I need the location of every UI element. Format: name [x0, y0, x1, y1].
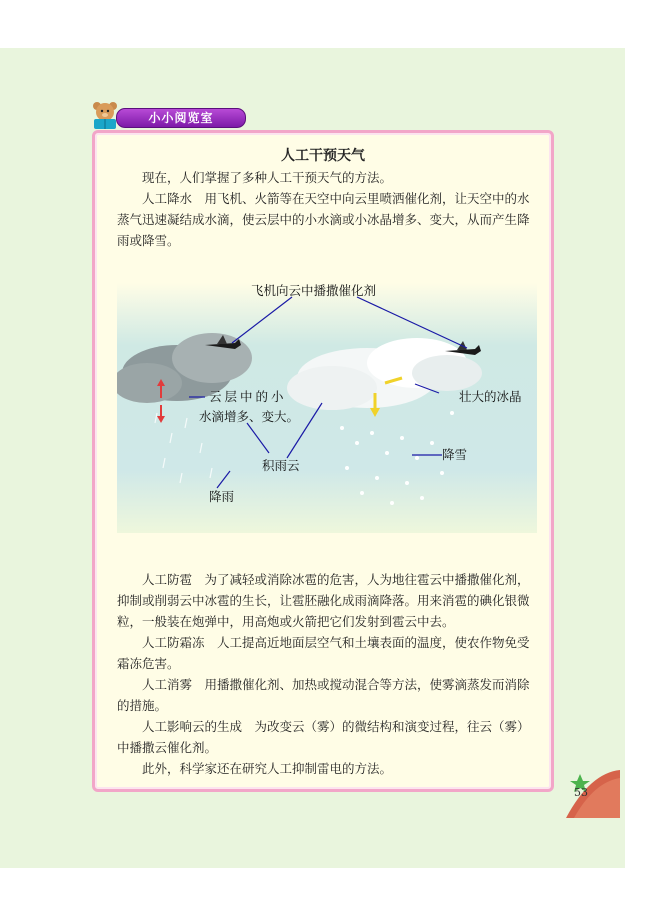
label-plane: 飞机向云中播撒催化剂	[251, 283, 377, 298]
fog-paragraph: 人工消雾 用播撒催化剂、加热或搅动混合等方法，使雾滴蒸发而消除的措施。	[117, 677, 530, 713]
section-label: 小小阅览室	[116, 108, 246, 128]
label-rain: 降雨	[209, 489, 235, 504]
label-snow: 降雪	[442, 447, 468, 462]
label-droplets-line2: 水滴增多、变大。	[199, 409, 300, 424]
weather-illustration	[117, 283, 537, 533]
page-number: 53	[574, 786, 588, 799]
closing-paragraph: 此外，科学家还在研究人工抑制雷电的方法。	[142, 761, 393, 776]
hail-paragraph: 人工防雹 为了减轻或消除冰雹的危害，人为地往雹云中播撒催化剂，抑制或削弱云中冰雹的生长，让雹胚融化成雨滴降落。用来消雹的碘化银微粒，一般装在炮弹中，用高炮或火箭把它们发射到雹云中去。	[117, 572, 530, 629]
intro-paragraph: 现在，人们掌握了多种人工干预天气的方法。	[142, 170, 393, 185]
section-banner	[88, 100, 246, 130]
label-ice-crystal: 壮大的冰晶	[459, 389, 522, 404]
label-droplets-line1: 云层中的小	[209, 389, 287, 404]
label-cumulonimbus: 积雨云	[262, 458, 300, 473]
reading-card	[92, 130, 554, 792]
rain-paragraph: 人工降水 用飞机、火箭等在天空中向云里喷洒催化剂，让天空中的水蒸气迅速凝结成水滴，使云层中的小水滴或小冰晶增多、变大，从而产生降雨或降雪。	[117, 191, 530, 248]
cloud-paragraph: 人工影响云的生成 为改变云（雾）的微结构和演变过程，往云（雾）中播撒云催化剂。	[117, 719, 530, 755]
frost-paragraph: 人工防霜冻 人工提高近地面层空气和土壤表面的温度，使农作物免受霜冻危害。	[117, 635, 530, 671]
article-title: 人工干预天气	[281, 148, 365, 164]
